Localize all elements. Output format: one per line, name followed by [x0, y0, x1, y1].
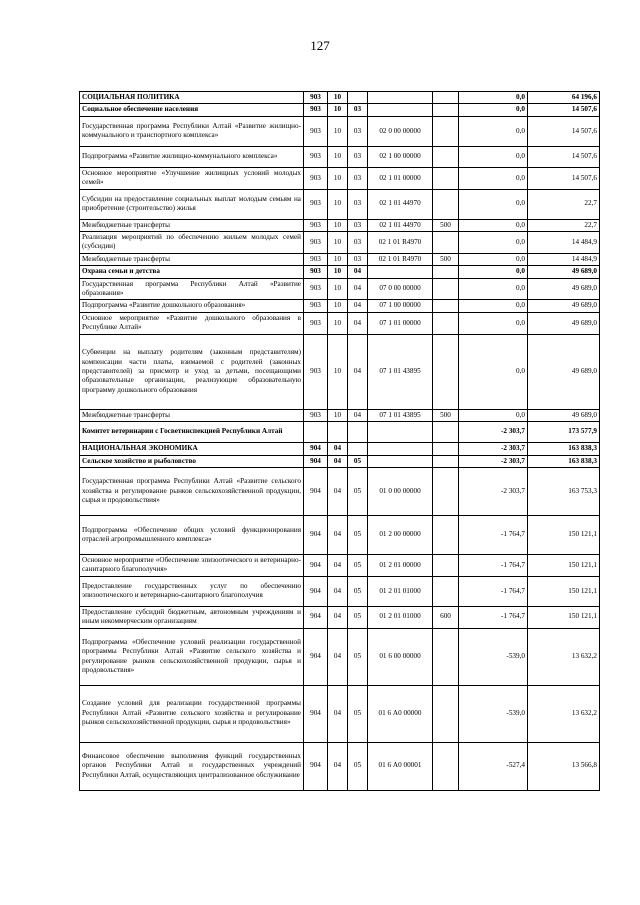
target-article-code: 07 1 01 43895 — [368, 334, 433, 409]
expense-type-code — [433, 189, 459, 219]
subsection-code: 04 — [348, 266, 368, 278]
row-name: Реализация мероприятий по обеспечению жильем молодых семей (субсидии) — [80, 232, 304, 254]
ved-code: 903 — [304, 92, 328, 104]
subsection-code: 03 — [348, 146, 368, 167]
subsection-code: 05 — [348, 515, 368, 554]
ved-code: 903 — [304, 409, 328, 421]
expense-type-code: 600 — [433, 606, 459, 628]
ved-code: 903 — [304, 232, 328, 254]
expense-type-code — [433, 312, 459, 334]
expense-type-code — [433, 455, 459, 467]
ved-code: 903 — [304, 266, 328, 278]
ved-code: 904 — [304, 554, 328, 576]
section-code: 10 — [328, 92, 348, 104]
change-amount: -539,0 — [459, 628, 528, 685]
expense-type-code — [433, 278, 459, 300]
table-row — [80, 189, 600, 219]
row-name: Основное мероприятие «Улучшение жилищных условий молодых семей» — [80, 167, 304, 189]
subsection-code: 04 — [348, 278, 368, 300]
target-article-code — [368, 266, 433, 278]
subsection-code: 03 — [348, 232, 368, 254]
page-number: 127 — [310, 38, 330, 53]
ved-code: 903 — [304, 189, 328, 219]
section-code: 10 — [328, 253, 348, 265]
section-code: 10 — [328, 116, 348, 146]
table-row — [80, 232, 600, 254]
subsection-code: 03 — [348, 219, 368, 231]
row-name: Государственная программа Республики Алтай «Развитие жилищно-коммунального и транспортного комплекса» — [80, 116, 304, 146]
expense-type-code — [433, 443, 459, 455]
row-name: Основное мероприятие «Развитие дошкольного образования в Республике Алтай» — [80, 312, 304, 334]
target-article-code — [368, 443, 433, 455]
row-name: Государственная программа Республики Алтай «Развитие сельского хозяйства и регулирование рынков сельскохозяйственной продукции, сырья и продовольствия» — [80, 467, 304, 515]
table-row — [80, 554, 600, 576]
table-row — [80, 104, 600, 116]
total-amount: 49 689,0 — [528, 300, 600, 312]
section-code: 10 — [328, 189, 348, 219]
ved-code: 903 — [304, 300, 328, 312]
section-code: 10 — [328, 278, 348, 300]
target-article-code: 02 1 01 44970 — [368, 219, 433, 231]
target-article-code: 01 6 00 00000 — [368, 628, 433, 685]
expense-type-code — [433, 422, 459, 443]
section-code: 10 — [328, 312, 348, 334]
ved-code: 903 — [304, 104, 328, 116]
subsection-code — [348, 443, 368, 455]
section-code: 04 — [328, 685, 348, 742]
table-row — [80, 167, 600, 189]
subsection-code — [348, 422, 368, 443]
table-row — [80, 742, 600, 790]
table-row — [80, 422, 600, 443]
subsection-code: 04 — [348, 334, 368, 409]
row-name: Предоставление субсидий бюджетным, автономным учреждениям и иным некоммерческим организациям — [80, 606, 304, 628]
ved-code: 903 — [304, 167, 328, 189]
subsection-code: 05 — [348, 628, 368, 685]
expense-type-code: 500 — [433, 409, 459, 421]
expense-type-code — [433, 554, 459, 576]
total-amount: 14 507,6 — [528, 167, 600, 189]
subsection-code: 05 — [348, 554, 368, 576]
ved-code — [304, 422, 328, 443]
ved-code: 904 — [304, 742, 328, 790]
expense-type-code — [433, 92, 459, 104]
table-row — [80, 278, 600, 300]
total-amount: 150 121,1 — [528, 554, 600, 576]
ved-code: 903 — [304, 278, 328, 300]
expense-type-code — [433, 467, 459, 515]
total-amount: 14 507,6 — [528, 146, 600, 167]
budget-table — [79, 91, 600, 791]
expense-type-code: 500 — [433, 253, 459, 265]
section-code: 10 — [328, 409, 348, 421]
table-row — [80, 455, 600, 467]
total-amount: 22,7 — [528, 219, 600, 231]
subsection-code — [348, 92, 368, 104]
total-amount: 173 577,9 — [528, 422, 600, 443]
change-amount: -1 764,7 — [459, 554, 528, 576]
table-row — [80, 628, 600, 685]
section-code: 04 — [328, 467, 348, 515]
section-code: 04 — [328, 515, 348, 554]
change-amount: -1 764,7 — [459, 515, 528, 554]
row-name: Комитет ветеринарии с Госветинспекцией Республики Алтай — [80, 422, 304, 443]
row-name: НАЦИОНАЛЬНАЯ ЭКОНОМИКА — [80, 443, 304, 455]
table-row — [80, 266, 600, 278]
subsection-code: 05 — [348, 606, 368, 628]
subsection-code: 04 — [348, 312, 368, 334]
change-amount: 0,0 — [459, 167, 528, 189]
change-amount: 0,0 — [459, 219, 528, 231]
ved-code: 904 — [304, 455, 328, 467]
change-amount: -527,4 — [459, 742, 528, 790]
change-amount: -539,0 — [459, 685, 528, 742]
table-row — [80, 92, 600, 104]
target-article-code: 02 1 01 R4970 — [368, 253, 433, 265]
target-article-code — [368, 422, 433, 443]
subsection-code: 05 — [348, 467, 368, 515]
row-name: Государственная программа Республики Алтай «Развитие образования» — [80, 278, 304, 300]
change-amount: 0,0 — [459, 189, 528, 219]
change-amount: -2 303,7 — [459, 467, 528, 515]
target-article-code: 01 2 01 00000 — [368, 554, 433, 576]
total-amount: 13 632,2 — [528, 628, 600, 685]
row-name: СОЦИАЛЬНАЯ ПОЛИТИКА — [80, 92, 304, 104]
section-code: 04 — [328, 443, 348, 455]
ved-code: 904 — [304, 685, 328, 742]
change-amount: -2 303,7 — [459, 443, 528, 455]
ved-code: 903 — [304, 219, 328, 231]
total-amount: 64 196,6 — [528, 92, 600, 104]
table-row — [80, 219, 600, 231]
change-amount: 0,0 — [459, 104, 528, 116]
target-article-code: 02 0 00 00000 — [368, 116, 433, 146]
target-article-code: 07 1 00 00000 — [368, 300, 433, 312]
section-code: 04 — [328, 554, 348, 576]
target-article-code: 07 1 01 00000 — [368, 312, 433, 334]
row-name: Межбюджетные трансферты — [80, 253, 304, 265]
expense-type-code — [433, 685, 459, 742]
expense-type-code — [433, 116, 459, 146]
total-amount: 163 838,3 — [528, 455, 600, 467]
section-code: 04 — [328, 455, 348, 467]
row-name: Финансовое обеспечение выполнения функций государственных органов Республики Алтай и государственных учреждений Республики Алтай, осуществляющих централизованное обслуживание — [80, 742, 304, 790]
ved-code: 904 — [304, 443, 328, 455]
change-amount: 0,0 — [459, 266, 528, 278]
target-article-code: 01 2 01 01000 — [368, 606, 433, 628]
table-row — [80, 334, 600, 409]
row-name: Сельское хозяйство и рыболовство — [80, 455, 304, 467]
total-amount: 14 507,6 — [528, 116, 600, 146]
expense-type-code — [433, 232, 459, 254]
section-code: 10 — [328, 334, 348, 409]
total-amount: 150 121,1 — [528, 576, 600, 606]
change-amount: 0,0 — [459, 253, 528, 265]
target-article-code: 02 1 01 R4970 — [368, 232, 433, 254]
row-name: Субсидии на предоставление социальных выплат молодым семьям на приобретение (строительство) жилья — [80, 189, 304, 219]
row-name: Социальное обеспечение населения — [80, 104, 304, 116]
subsection-code: 03 — [348, 116, 368, 146]
total-amount: 49 689,0 — [528, 334, 600, 409]
table-row — [80, 300, 600, 312]
row-name: Основное мероприятие «Обеспечение эпизоотического и ветеринарно-санитарного благополучия» — [80, 554, 304, 576]
table-row — [80, 467, 600, 515]
section-code: 10 — [328, 104, 348, 116]
section-code: 10 — [328, 266, 348, 278]
target-article-code: 01 2 01 01000 — [368, 576, 433, 606]
subsection-code: 03 — [348, 189, 368, 219]
table-row — [80, 253, 600, 265]
total-amount: 163 753,3 — [528, 467, 600, 515]
target-article-code: 01 6 А0 00000 — [368, 685, 433, 742]
subsection-code: 03 — [348, 253, 368, 265]
total-amount: 49 689,0 — [528, 278, 600, 300]
ved-code: 903 — [304, 312, 328, 334]
subsection-code: 05 — [348, 685, 368, 742]
expense-type-code — [433, 266, 459, 278]
table-row — [80, 685, 600, 742]
expense-type-code — [433, 334, 459, 409]
total-amount: 22,7 — [528, 189, 600, 219]
ved-code: 904 — [304, 628, 328, 685]
section-code: 10 — [328, 219, 348, 231]
change-amount: 0,0 — [459, 146, 528, 167]
expense-type-code — [433, 628, 459, 685]
expense-type-code — [433, 742, 459, 790]
target-article-code: 01 0 00 00000 — [368, 467, 433, 515]
target-article-code: 02 1 01 00000 — [368, 167, 433, 189]
ved-code: 904 — [304, 576, 328, 606]
table-row — [80, 409, 600, 421]
subsection-code: 04 — [348, 409, 368, 421]
ved-code: 904 — [304, 467, 328, 515]
table-row — [80, 443, 600, 455]
ved-code: 903 — [304, 146, 328, 167]
target-article-code: 02 1 01 44970 — [368, 189, 433, 219]
expense-type-code: 500 — [433, 219, 459, 231]
table-row — [80, 312, 600, 334]
table-row — [80, 146, 600, 167]
subsection-code: 05 — [348, 742, 368, 790]
expense-type-code — [433, 515, 459, 554]
total-amount: 163 838,3 — [528, 443, 600, 455]
row-name: Подпрограмма «Обеспечение условий реализации государственной программы Республики Алтай «Развитие сельского хозяйства и регулирование рынков сельскохозяйственной продукции, сырья и продовольствия» — [80, 628, 304, 685]
change-amount: 0,0 — [459, 300, 528, 312]
section-code: 10 — [328, 167, 348, 189]
change-amount: 0,0 — [459, 409, 528, 421]
table-row — [80, 606, 600, 628]
section-code: 04 — [328, 576, 348, 606]
subsection-code: 05 — [348, 576, 368, 606]
row-name: Подпрограмма «Обеспечение общих условий функционирования отраслей агропромышленного комплекса» — [80, 515, 304, 554]
total-amount: 13 566,8 — [528, 742, 600, 790]
change-amount: 0,0 — [459, 116, 528, 146]
section-code — [328, 422, 348, 443]
expense-type-code — [433, 146, 459, 167]
target-article-code: 07 0 00 00000 — [368, 278, 433, 300]
target-article-code: 01 6 А0 00001 — [368, 742, 433, 790]
total-amount: 49 689,0 — [528, 312, 600, 334]
target-article-code — [368, 104, 433, 116]
ved-code: 903 — [304, 253, 328, 265]
expense-type-code — [433, 576, 459, 606]
ved-code: 903 — [304, 116, 328, 146]
subsection-code: 03 — [348, 104, 368, 116]
table-row — [80, 515, 600, 554]
total-amount: 150 121,1 — [528, 515, 600, 554]
total-amount: 13 632,2 — [528, 685, 600, 742]
change-amount: 0,0 — [459, 232, 528, 254]
section-code: 04 — [328, 742, 348, 790]
change-amount: -2 303,7 — [459, 455, 528, 467]
target-article-code: 07 1 01 43895 — [368, 409, 433, 421]
target-article-code: 02 1 00 00000 — [368, 146, 433, 167]
row-name: Межбюджетные трансферты — [80, 409, 304, 421]
total-amount: 49 689,0 — [528, 266, 600, 278]
section-code: 04 — [328, 628, 348, 685]
expense-type-code — [433, 104, 459, 116]
table-row — [80, 576, 600, 606]
change-amount: -1 764,7 — [459, 606, 528, 628]
section-code: 04 — [328, 606, 348, 628]
section-code: 10 — [328, 232, 348, 254]
ved-code: 904 — [304, 606, 328, 628]
total-amount: 49 689,0 — [528, 409, 600, 421]
target-article-code: 01 2 00 00000 — [368, 515, 433, 554]
row-name: Подпрограмма «Развитие дошкольного образования» — [80, 300, 304, 312]
row-name: Межбюджетные трансферты — [80, 219, 304, 231]
change-amount: 0,0 — [459, 92, 528, 104]
target-article-code — [368, 92, 433, 104]
row-name: Субвенции на выплату родителям (законным представителям) компенсации части платы, взимаемой с родителей (законных представителей) за присмотр и уход за детьми, посещающими образовательные организации, реализующие образовательную программу дошкольного образования — [80, 334, 304, 409]
section-code: 10 — [328, 300, 348, 312]
expense-type-code — [433, 300, 459, 312]
row-name: Создание условий для реализации государственной программы Республики Алтай «Развитие сельского хозяйства и регулирование рынков сельскохозяйственной продукции, сырья и продовольствия» — [80, 685, 304, 742]
subsection-code: 04 — [348, 300, 368, 312]
change-amount: 0,0 — [459, 278, 528, 300]
subsection-code: 03 — [348, 167, 368, 189]
table-row — [80, 116, 600, 146]
ved-code: 903 — [304, 334, 328, 409]
total-amount: 14 507,6 — [528, 104, 600, 116]
change-amount: -2 303,7 — [459, 422, 528, 443]
subsection-code: 05 — [348, 455, 368, 467]
change-amount: -1 764,7 — [459, 576, 528, 606]
change-amount: 0,0 — [459, 334, 528, 409]
section-code: 10 — [328, 146, 348, 167]
change-amount: 0,0 — [459, 312, 528, 334]
row-name: Подпрограмма «Развитие жилищно-коммунального комплекса» — [80, 146, 304, 167]
ved-code: 904 — [304, 515, 328, 554]
row-name: Предоставление государственных услуг по обеспечению эпизоотического и ветеринарно-санитарного благополучия — [80, 576, 304, 606]
expense-type-code — [433, 167, 459, 189]
total-amount: 14 484,9 — [528, 253, 600, 265]
row-name: Охрана семьи и детства — [80, 266, 304, 278]
total-amount: 150 121,1 — [528, 606, 600, 628]
total-amount: 14 484,9 — [528, 232, 600, 254]
target-article-code — [368, 455, 433, 467]
